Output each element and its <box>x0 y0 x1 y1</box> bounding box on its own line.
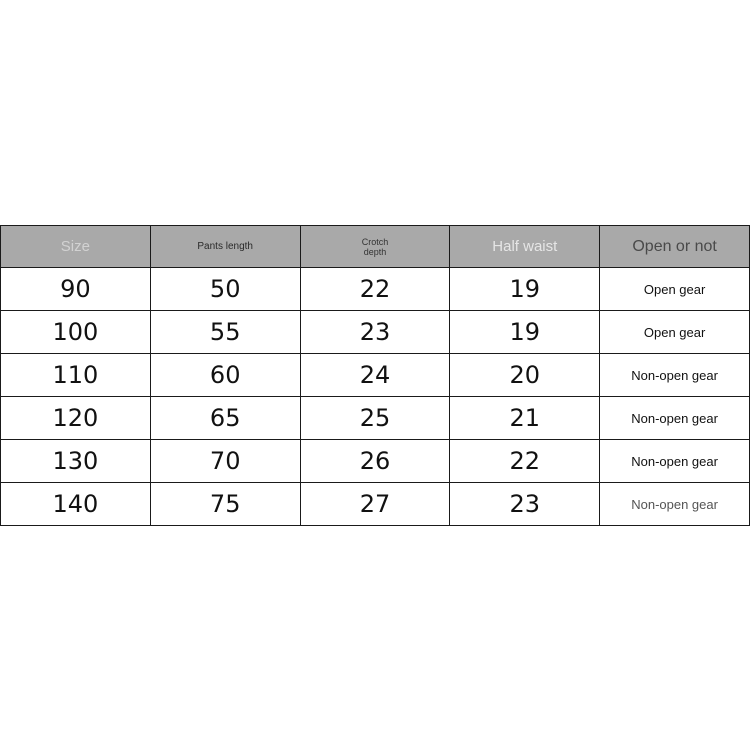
table-header <box>1 226 750 268</box>
cell-crotch-depth: 26 <box>300 440 450 483</box>
cell-size: 140 <box>1 483 151 526</box>
table-row <box>1 440 750 483</box>
cell-pants-length: 55 <box>150 311 300 354</box>
cell-half-waist: 20 <box>450 354 600 397</box>
cell-crotch-depth: 22 <box>300 268 450 311</box>
cell-open-or-not: Non-open gear <box>600 483 750 526</box>
cell-size: 130 <box>1 440 151 483</box>
cell-pants-length: 65 <box>150 397 300 440</box>
crotch-header-lines <box>301 237 450 257</box>
cell-half-waist: 23 <box>450 483 600 526</box>
table-row <box>1 483 750 526</box>
cell-size: 90 <box>1 268 151 311</box>
cell-crotch-depth: 23 <box>300 311 450 354</box>
header-open-or-not: Open or not <box>600 226 750 268</box>
table-row <box>1 311 750 354</box>
cell-crotch-depth: 25 <box>300 397 450 440</box>
cell-half-waist: 22 <box>450 440 600 483</box>
cell-open-or-not: Open gear <box>600 311 750 354</box>
table-row <box>1 268 750 311</box>
cell-size: 110 <box>1 354 151 397</box>
header-pants-length: Pants length <box>150 226 300 268</box>
size-chart-table <box>0 225 750 526</box>
cell-pants-length: 75 <box>150 483 300 526</box>
cell-open-or-not: Non-open gear <box>600 354 750 397</box>
cell-crotch-depth: 24 <box>300 354 450 397</box>
cell-pants-length: 70 <box>150 440 300 483</box>
cell-size: 120 <box>1 397 151 440</box>
cell-pants-length: 50 <box>150 268 300 311</box>
cell-size: 100 <box>1 311 151 354</box>
cell-pants-length: 60 <box>150 354 300 397</box>
header-half-waist: Half waist <box>450 226 600 268</box>
table-row <box>1 397 750 440</box>
crotch-header-line-2: depth <box>363 246 387 257</box>
header-size: Size <box>1 226 151 268</box>
cell-open-or-not: Non-open gear <box>600 440 750 483</box>
cell-crotch-depth: 27 <box>300 483 450 526</box>
table-body <box>1 268 750 526</box>
cell-half-waist: 19 <box>450 268 600 311</box>
table-row <box>1 354 750 397</box>
cell-half-waist: 19 <box>450 311 600 354</box>
header-row <box>1 226 750 268</box>
header-crotch-depth <box>300 226 450 268</box>
cell-open-or-not: Non-open gear <box>600 397 750 440</box>
cell-half-waist: 21 <box>450 397 600 440</box>
cell-open-or-not: Open gear <box>600 268 750 311</box>
crotch-header-line-1: Crotch <box>361 236 389 247</box>
